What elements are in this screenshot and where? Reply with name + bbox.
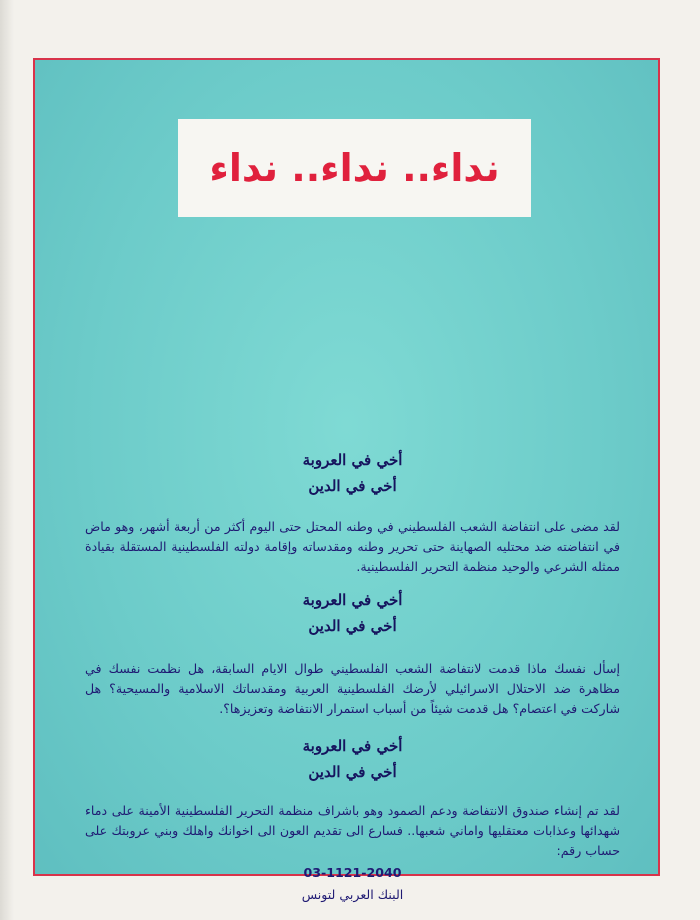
- heading-line-religion: أخي في الدين: [308, 763, 397, 781]
- heading-line-arabism: أخي في العروبة: [302, 591, 403, 609]
- page-edge: [0, 0, 14, 920]
- poster-panel: [33, 58, 660, 902]
- poster-title: نداء.. نداء.. نداء: [209, 146, 500, 190]
- section-heading-1: [85, 447, 620, 499]
- account-number: 03-1121-2040: [303, 865, 402, 880]
- paragraph-2: إسأل نفسك ماذا قدمت لانتفاضة الشعب الفلسطيني طوال الايام السابقة، هل نظمت نفسك في مظاهرة ضد الاحتلال الاسرائيلي لأرضك الفلسطينية العربية ومقدساتك الاسلامية والمسيحية؟ هل شاركت في اعتصام؟ هل قدمت شيئاً من أسباب استمرار الانتفاضة وتعزيزها؟.: [85, 661, 620, 716]
- section-heading-3: [85, 733, 620, 785]
- bank-name: البنك العربي لتونس: [301, 887, 404, 902]
- account-line: [85, 863, 620, 883]
- heading-line-arabism: أخي في العروبة: [302, 451, 403, 469]
- heading-line-religion: أخي في الدين: [308, 477, 397, 495]
- heading-line-arabism: أخي في العروبة: [302, 737, 403, 755]
- section-heading-2: [85, 587, 620, 639]
- heading-line-religion: أخي في الدين: [308, 617, 397, 635]
- title-banner: [178, 119, 531, 217]
- paragraph-1: لقد مضى على انتفاضة الشعب الفلسطيني في وطنه المحتل حتى اليوم أكثر من أربعة أشهر، وهو ماض في انتفاضته ضد محتليه الصهاينة حتى تحرير وطنه ومقدساته وإقامة دولته الفلسطينية المستقلة بقيادة ممثله الشرعي والوحيد منظمة التحرير الفلسطينية.: [85, 519, 620, 574]
- paragraph-3: لقد تم إنشاء صندوق الانتفاضة ودعم الصمود وهو باشراف منظمة التحرير الفلسطينية الأمينة على دماء شهدائها وعذابات معتقليها واماني شعبها.. فسارع الى تقديم العون الى اخوانك واهلك وبني عروبتك على حساب رقم:: [85, 803, 620, 858]
